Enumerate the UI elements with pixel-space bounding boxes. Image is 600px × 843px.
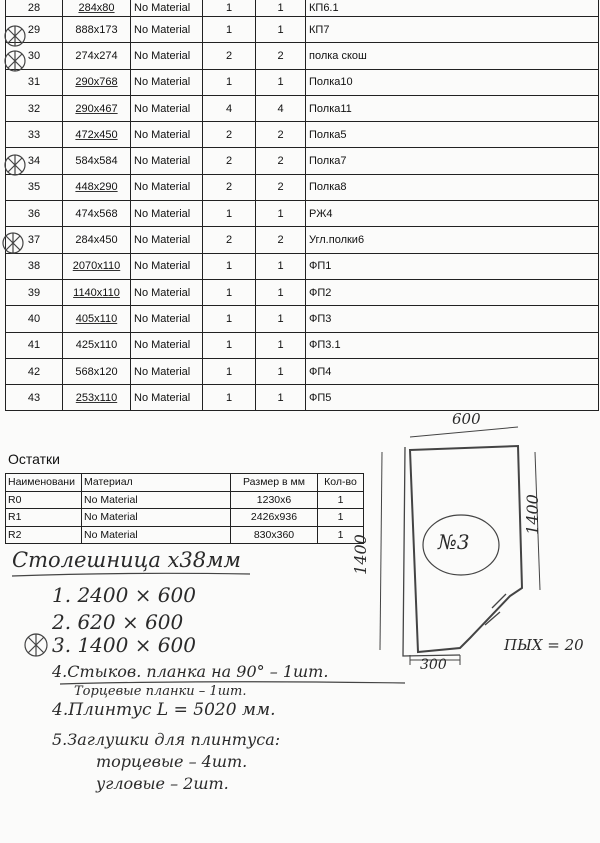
material-cell: No Material: [131, 279, 203, 305]
part-name-cell: РЖ4: [306, 201, 599, 227]
qty-total-cell: 2: [256, 122, 306, 148]
qty-cell: 1: [203, 69, 256, 95]
qty-cell: 4: [203, 95, 256, 121]
qty-cell: 2: [203, 174, 256, 200]
part-name-cell: ФП2: [306, 279, 599, 305]
row-number: 36: [6, 201, 63, 227]
part-name-cell: Угл.полки6: [306, 227, 599, 253]
row-number: 40: [6, 306, 63, 332]
size-cell: 888x173: [63, 17, 131, 43]
qty-total-cell: 1: [256, 358, 306, 384]
sketch-note: ПЫХ = 20: [504, 636, 584, 654]
heading-underline: [12, 573, 250, 576]
size-cell: 584x584: [63, 148, 131, 174]
qty-cell: 1: [203, 332, 256, 358]
size-cell: 290x768: [63, 69, 131, 95]
row-number: 30: [6, 43, 63, 69]
material-cell: No Material: [131, 306, 203, 332]
part-name-cell: ФП3: [306, 306, 599, 332]
asterisk-mark: [5, 155, 25, 175]
material-cell: No Material: [131, 227, 203, 253]
size-cell: 405x110: [63, 306, 131, 332]
cell-size: 830x360: [231, 526, 318, 544]
row-number: 29: [6, 17, 63, 43]
part-name-cell: КП6.1: [306, 0, 599, 17]
cell-size: 1230x6: [231, 491, 318, 509]
qty-cell: 2: [203, 148, 256, 174]
size-cell: 284x80: [63, 0, 131, 17]
material-cell: No Material: [131, 43, 203, 69]
qty-total-cell: 1: [256, 306, 306, 332]
hand-item-1: 1. 2400 × 600: [52, 583, 196, 607]
part-name-cell: Полка11: [306, 95, 599, 121]
row-number: 32: [6, 95, 63, 121]
qty-cell: 1: [203, 385, 256, 411]
qty-total-cell: 1: [256, 17, 306, 43]
material-cell: No Material: [131, 358, 203, 384]
size-cell: 425x110: [63, 332, 131, 358]
cell-material: No Material: [82, 491, 231, 509]
part-name-cell: ФП5: [306, 385, 599, 411]
size-cell: 290x467: [63, 95, 131, 121]
qty-total-cell: 1: [256, 385, 306, 411]
qty-total-cell: 1: [256, 69, 306, 95]
qty-cell: 1: [203, 201, 256, 227]
row-number: 28: [6, 0, 63, 17]
row-number: 38: [6, 253, 63, 279]
hand-item-4: 4.Стыков. планка на 90° – 1шт.: [52, 662, 329, 681]
sketch-left-dim: 1400: [350, 534, 370, 575]
asterisk-mark: [5, 26, 25, 46]
sketch-bottom-dim: 300: [420, 657, 447, 673]
material-cell: No Material: [131, 201, 203, 227]
qty-cell: 2: [203, 227, 256, 253]
material-cell: No Material: [131, 148, 203, 174]
row-number: 31: [6, 69, 63, 95]
asterisk-mark: [3, 233, 23, 253]
header-qty: Кол-во: [318, 474, 364, 492]
qty-cell: 1: [203, 306, 256, 332]
row-number: 35: [6, 174, 63, 200]
part-name-cell: КП7: [306, 17, 599, 43]
hand-item-5a: торцевые – 4шт.: [96, 752, 248, 771]
header-name: Наименовани: [6, 474, 82, 492]
qty-total-cell: 2: [256, 148, 306, 174]
hand-item-2: 2. 620 × 600: [52, 610, 184, 634]
hand-item-3: 3. 1400 × 600: [52, 633, 196, 657]
header-material: Материал: [82, 474, 231, 492]
qty-cell: 2: [203, 122, 256, 148]
cell-name: R1: [6, 509, 82, 527]
size-cell: 1140x110: [63, 279, 131, 305]
qty-total-cell: 1: [256, 253, 306, 279]
header-size: Размер в мм: [231, 474, 318, 492]
qty-cell: 1: [203, 0, 256, 17]
cell-size: 2426x936: [231, 509, 318, 527]
cell-qty: 1: [318, 509, 364, 527]
size-cell: 568x120: [63, 358, 131, 384]
remnants-title: Остатки: [8, 451, 60, 467]
part-name-cell: ФП1: [306, 253, 599, 279]
hand-item-5: 5.Заглушки для плинтуса:: [52, 730, 281, 749]
size-cell: 448x290: [63, 174, 131, 200]
hand-item-4c: 4.Плинтус L = 5020 мм.: [52, 700, 276, 720]
sketch-label: №3: [438, 530, 470, 554]
cell-material: No Material: [82, 526, 231, 544]
qty-cell: 1: [203, 358, 256, 384]
part-name-cell: ФП3.1: [306, 332, 599, 358]
hand-item-4b: Торцевые планки – 1шт.: [74, 684, 247, 699]
size-cell: 474x568: [63, 201, 131, 227]
size-cell: 2070x110: [63, 253, 131, 279]
material-cell: No Material: [131, 385, 203, 411]
part-name-cell: Полка10: [306, 69, 599, 95]
cell-name: R2: [6, 526, 82, 544]
size-cell: 472x450: [63, 122, 131, 148]
row-number: 37: [6, 227, 63, 253]
part-name-cell: Полка8: [306, 174, 599, 200]
cell-name: R0: [6, 491, 82, 509]
row-number: 33: [6, 122, 63, 148]
part-name-cell: Полка5: [306, 122, 599, 148]
row-number: 34: [6, 148, 63, 174]
part-name-cell: полка скош: [306, 43, 599, 69]
cell-material: No Material: [82, 509, 231, 527]
material-cell: No Material: [131, 253, 203, 279]
sketch-top-dim: 600: [452, 410, 481, 428]
qty-total-cell: 1: [256, 279, 306, 305]
qty-total-cell: 1: [256, 332, 306, 358]
material-cell: No Material: [131, 122, 203, 148]
size-cell: 253x110: [63, 385, 131, 411]
row-number: 39: [6, 279, 63, 305]
hand-heading: Столешница х38мм: [12, 548, 241, 572]
material-cell: No Material: [131, 332, 203, 358]
qty-total-cell: 2: [256, 43, 306, 69]
part-name-cell: Полка7: [306, 148, 599, 174]
qty-cell: 2: [203, 43, 256, 69]
qty-cell: 1: [203, 17, 256, 43]
qty-cell: 1: [203, 253, 256, 279]
material-cell: No Material: [131, 17, 203, 43]
sketch-right-dim: 1400: [522, 494, 542, 535]
part-name-cell: ФП4: [306, 358, 599, 384]
row-number: 42: [6, 358, 63, 384]
asterisk-mark: [5, 51, 25, 71]
hand-item-5b: угловые – 2шт.: [96, 774, 229, 793]
qty-total-cell: 1: [256, 201, 306, 227]
qty-total-cell: 2: [256, 174, 306, 200]
material-cell: No Material: [131, 0, 203, 17]
material-cell: No Material: [131, 174, 203, 200]
size-cell: 274x274: [63, 43, 131, 69]
cell-qty: 1: [318, 526, 364, 544]
asterisk-mark: [25, 634, 47, 656]
qty-cell: 1: [203, 279, 256, 305]
size-cell: 284x450: [63, 227, 131, 253]
material-cell: No Material: [131, 69, 203, 95]
row-number: 43: [6, 385, 63, 411]
cell-qty: 1: [318, 491, 364, 509]
qty-total-cell: 2: [256, 227, 306, 253]
material-cell: No Material: [131, 95, 203, 121]
qty-total-cell: 1: [256, 0, 306, 17]
qty-total-cell: 4: [256, 95, 306, 121]
row-number: 41: [6, 332, 63, 358]
